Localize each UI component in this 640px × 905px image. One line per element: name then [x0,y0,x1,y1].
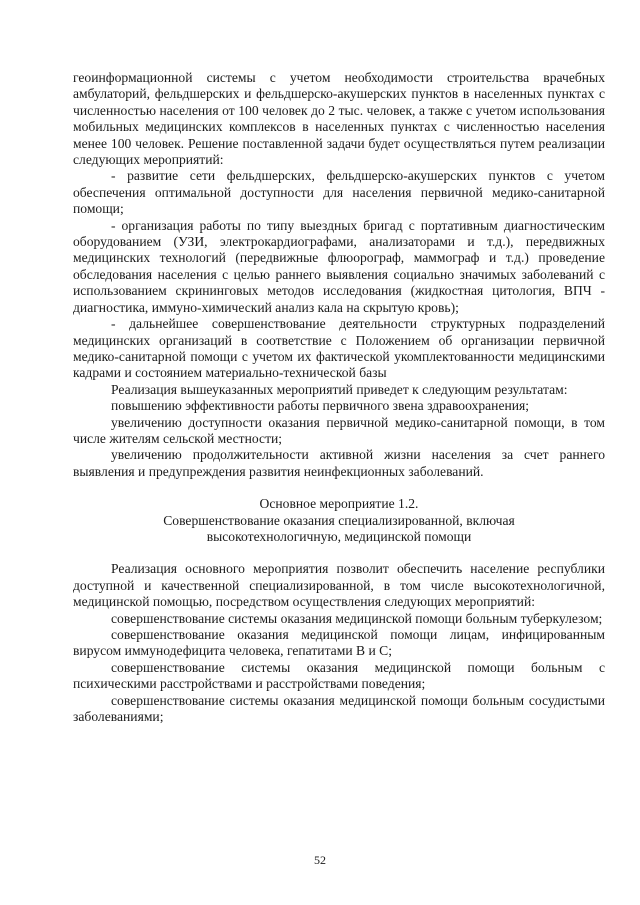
section-heading-number: Основное мероприятие 1.2. [259,496,419,512]
paragraph-hiv-hepatitis: совершенствование оказания медицинской помощи лицам, инфицированным вирусом иммунодефицита человека, гепатитами В и С; [73,627,605,659]
paragraph-structural-units: - дальнейшее совершенствование деятельности структурных подразделений медицинских организаций в соответствие с Положением об организации первичной медико-санитарной помощи с учетом их фактической укомплектованности медицинскими кадрами и состоянием материально-технической базы [73,316,605,381]
paragraph-fap-network: - развитие сети фельдшерских, фельдшерско-акушерских пунктов с учетом обеспечения оптимальной доступности для населения первичной медико-санитарной помощи; [73,168,605,217]
section-heading-title-line1: Совершенствование оказания специализированной, включая [163,512,515,528]
paragraph-specialized-care-intro: Реализация основного мероприятия позволит обеспечить население республики доступной и качественной специализированной, в том числе высокотехнологичной, медицинской помощью, посредством осуществления следующих мероприятий: [73,561,605,610]
section-heading-title-line2: высокотехнологичную, медицинской помощи [206,528,472,544]
paragraph-mobile-brigades: - организация работы по типу выездных бригад с портативным диагностическим оборудованием (УЗИ, электрокардиографами, анализаторами и т.д.), передвижных медицинских технологий (передвижные флюорограф, маммограф и т.д.) проведение обследования населения с целью раннего выявления социально значимых заболеваний с использованием скрининговых методов исследования (жидкостная цитология, ВПЧ - диагностика, иммуно-химический анализ кала на скрытую кровь); [73,217,605,315]
paragraph-tuberculosis: совершенствование системы оказания медицинской помощи больным туберкулезом; [111,610,603,626]
paragraph-result-accessibility: увеличению доступности оказания первичной медико-санитарной помощи, в том числе жителям сельской местности; [73,414,605,446]
paragraph-gis-intro: геоинформационной системы с учетом необходимости строительства врачебных амбулаторий, фельдшерских и фельдшерско-акушерских пунктов в населенных пунктах с численностью населения от 100 человек до 2 тыс. человек, а также с учетом использования мобильных медицинских комплексов в населенных пунктах с численностью населения менее 100 человек. Решение поставленной задачи будет осуществляться путем реализации следующих мероприятий: [73,70,605,168]
paragraph-result-longevity: увеличению продолжительности активной жизни населения за счет раннего выявления и предупреждения развития неинфекционных заболеваний. [73,447,605,479]
paragraph-vascular-diseases: совершенствование системы оказания медицинской помощи больным сосудистыми заболеваниями; [73,692,605,725]
spacer [73,545,605,561]
paragraph-results-intro: Реализация вышеуказанных мероприятий приведет к следующим результатам: [111,381,568,397]
spacer [73,480,605,496]
document-page [73,70,605,725]
page-number: 52 [314,853,326,867]
paragraph-result-efficiency: повышению эффективности работы первичного звена здравоохранения; [111,398,530,414]
paragraph-mental-disorders: совершенствование системы оказания медицинской помощи больным с психическими расстройствами и расстройствами поведения; [73,659,605,692]
